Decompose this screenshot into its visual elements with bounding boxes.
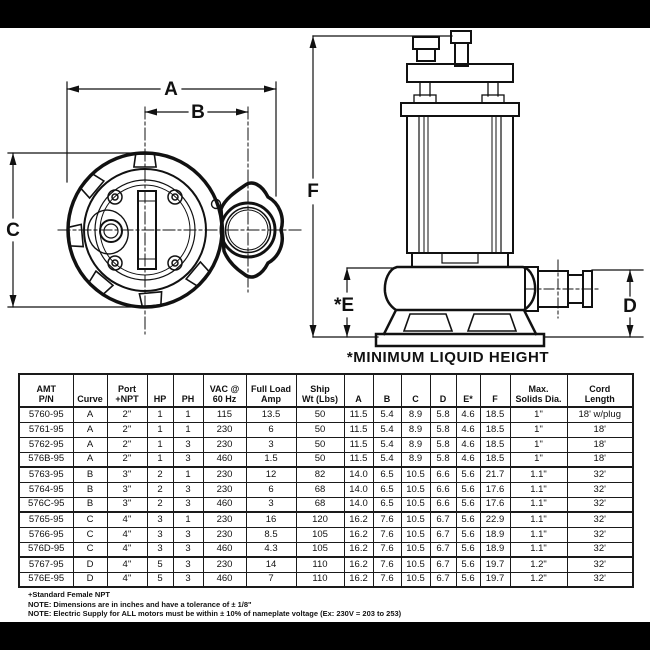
cell: 230 [203, 467, 246, 482]
cell: 7.6 [373, 557, 401, 572]
cell: 50 [296, 422, 344, 437]
cell: 1.1" [510, 467, 567, 482]
bottom-black-bar [0, 622, 650, 650]
cell: 10.5 [401, 572, 430, 587]
col-header-ph [173, 374, 203, 407]
volute-body [385, 267, 535, 310]
cell: 10.5 [401, 557, 430, 572]
cell: 230 [203, 437, 246, 452]
cell: 5.6 [456, 527, 480, 542]
col-header-length [567, 374, 633, 407]
cell: 10.5 [401, 512, 430, 527]
cell: 14.0 [344, 467, 373, 482]
cell: 1.1" [510, 482, 567, 497]
cell: 18.9 [480, 527, 510, 542]
cell: B [73, 467, 107, 482]
cell: 10.5 [401, 542, 430, 557]
cell: 460 [203, 497, 246, 512]
table-row [19, 527, 633, 542]
cell: 5.6 [456, 512, 480, 527]
cell: 14 [246, 557, 296, 572]
motor-housing [401, 103, 519, 267]
cell: 10.5 [401, 527, 430, 542]
cell: 5.6 [456, 557, 480, 572]
cell: 6.6 [430, 482, 456, 497]
cell: 7.6 [373, 527, 401, 542]
cell: 6.7 [430, 542, 456, 557]
cell: 1" [510, 452, 567, 467]
header-line2: F [492, 394, 498, 404]
cell: 3 [173, 527, 203, 542]
cell: 8.9 [401, 407, 430, 422]
cell: 5.6 [456, 467, 480, 482]
header-line2: 60 Hz [212, 394, 237, 404]
table-row [19, 407, 633, 422]
cell: 5.8 [430, 422, 456, 437]
table-row [19, 482, 633, 497]
cell: 6.7 [430, 527, 456, 542]
header-line2: C [412, 394, 419, 404]
cell: 110 [296, 572, 344, 587]
cell: B [73, 497, 107, 512]
cell: 230 [203, 482, 246, 497]
cell: 4'' [107, 512, 147, 527]
cell: 3 [246, 497, 296, 512]
cell: 5761-95 [19, 422, 73, 437]
cell: 3 [173, 437, 203, 452]
cell: 4'' [107, 527, 147, 542]
cell: 5765-95 [19, 512, 73, 527]
header-line1: VAC @ [209, 384, 240, 394]
cell: 1 [173, 407, 203, 422]
cell: 3'' [107, 497, 147, 512]
cell: 11.5 [344, 437, 373, 452]
table-row [19, 437, 633, 452]
cell: 5767-95 [19, 557, 73, 572]
cell: 1" [510, 422, 567, 437]
cell: 16.2 [344, 572, 373, 587]
cell: 2'' [107, 407, 147, 422]
col-header-d [430, 374, 456, 407]
cell: D [73, 557, 107, 572]
table-row [19, 467, 633, 482]
header-line1: Port [118, 384, 136, 394]
cell: 16.2 [344, 527, 373, 542]
cell: 2 [147, 497, 173, 512]
plug-boss [83, 206, 133, 259]
minimum-liquid-height-caption: *MINIMUM LIQUID HEIGHT [346, 349, 550, 366]
cell: 19.7 [480, 557, 510, 572]
col-header-solids-dia- [510, 374, 567, 407]
cell: 5.6 [456, 482, 480, 497]
header-line2: +NPT [115, 394, 139, 404]
cell: A [73, 407, 107, 422]
cell: 5 [147, 572, 173, 587]
header-line1: Full Load [251, 384, 291, 394]
cell: 576D-95 [19, 542, 73, 557]
dim-f-label: F [307, 181, 319, 202]
cell: 460 [203, 452, 246, 467]
cell: 32' [567, 497, 633, 512]
cell: 1.1" [510, 542, 567, 557]
cell: 1.2" [510, 572, 567, 587]
cell: 18' [567, 422, 633, 437]
cell: 6.7 [430, 572, 456, 587]
cell: 21.7 [480, 467, 510, 482]
cell: 5763-95 [19, 467, 73, 482]
cell: 3 [173, 572, 203, 587]
cell: 5760-95 [19, 407, 73, 422]
cell: 3 [173, 497, 203, 512]
cell: 14.0 [344, 482, 373, 497]
handle-bar [407, 64, 513, 103]
header-line2: A [355, 394, 362, 404]
header-line1: Ship [310, 384, 330, 394]
pump-top-view [6, 79, 302, 334]
cell: 5.6 [456, 572, 480, 587]
cell: 11.5 [344, 452, 373, 467]
cell: 5 [147, 557, 173, 572]
cell: 5.4 [373, 452, 401, 467]
cell: 14.0 [344, 497, 373, 512]
cell: 2'' [107, 437, 147, 452]
cell: 1.2" [510, 557, 567, 572]
footnote-tolerance: NOTE: Dimensions are in inches and have a tolerance of ± 1/8" [28, 599, 252, 609]
col-header-p-n [19, 374, 73, 407]
cell: 1 [147, 422, 173, 437]
cell: C [73, 527, 107, 542]
cell: 460 [203, 542, 246, 557]
cell: 32' [567, 467, 633, 482]
cell: 32' [567, 512, 633, 527]
cell: 1" [510, 407, 567, 422]
header-line2: PH [181, 394, 195, 404]
header-line2: Amp [261, 394, 281, 404]
cell: 4'' [107, 572, 147, 587]
cell: 3 [147, 527, 173, 542]
cell: 115 [203, 407, 246, 422]
cell: 11.5 [344, 407, 373, 422]
cell: 10.5 [401, 482, 430, 497]
cell: A [73, 422, 107, 437]
table-row [19, 542, 633, 557]
table-row [19, 422, 633, 437]
dim-e-label: *E [333, 295, 355, 316]
cell: 5766-95 [19, 527, 73, 542]
header-line2: HP [153, 394, 167, 404]
header-line1: Cord [589, 384, 611, 394]
col-header-60-hz [203, 374, 246, 407]
base-stand [376, 310, 544, 346]
cell: 7.6 [373, 512, 401, 527]
cell: 11.5 [344, 422, 373, 437]
cell: 18.9 [480, 542, 510, 557]
cell: 3 [147, 512, 173, 527]
cell: 17.6 [480, 482, 510, 497]
cell: 6.6 [430, 467, 456, 482]
cell: 3 [173, 557, 203, 572]
cell: 3 [246, 437, 296, 452]
cell: 105 [296, 542, 344, 557]
cell: 2'' [107, 452, 147, 467]
cell: 1 [147, 452, 173, 467]
cell: 13.5 [246, 407, 296, 422]
cell: 5.4 [373, 422, 401, 437]
table-row [19, 572, 633, 587]
cell: 18.5 [480, 437, 510, 452]
cell: 4.6 [456, 452, 480, 467]
col-header-f [480, 374, 510, 407]
col-header-e- [456, 374, 480, 407]
cell: 6.5 [373, 467, 401, 482]
col-header--npt [107, 374, 147, 407]
cell: 5764-95 [19, 482, 73, 497]
cell: 6 [246, 422, 296, 437]
cell: D [73, 572, 107, 587]
cell: 6 [246, 482, 296, 497]
cell: 22.9 [480, 512, 510, 527]
header-line2: P/N [38, 394, 54, 404]
cell: 17.6 [480, 497, 510, 512]
cell: 120 [296, 512, 344, 527]
header-line2: Curve [77, 394, 103, 404]
cell: 1" [510, 437, 567, 452]
cell: 19.7 [480, 572, 510, 587]
cell: 6.5 [373, 497, 401, 512]
header-line2: Solids Dia. [515, 394, 562, 404]
spec-table [18, 373, 634, 588]
cell: 6.7 [430, 512, 456, 527]
col-header-curve [73, 374, 107, 407]
cell: 4'' [107, 557, 147, 572]
cell: 32' [567, 482, 633, 497]
header-line2: B [383, 394, 391, 404]
col-header-a [344, 374, 373, 407]
cell: 18.5 [480, 407, 510, 422]
col-header-c [401, 374, 430, 407]
cell: 1.1" [510, 512, 567, 527]
cell: 7.6 [373, 572, 401, 587]
cell: 12 [246, 467, 296, 482]
cell: 5.4 [373, 437, 401, 452]
cell: 18.5 [480, 422, 510, 437]
cell: 230 [203, 422, 246, 437]
cell: A [73, 437, 107, 452]
header-line2: E* [463, 394, 473, 404]
cell: 2'' [107, 422, 147, 437]
cell: 230 [203, 557, 246, 572]
cell: 576E-95 [19, 572, 73, 587]
cell: 7 [246, 572, 296, 587]
header-line2: Length [584, 394, 615, 404]
cell: 5762-95 [19, 437, 73, 452]
cell: 50 [296, 407, 344, 422]
pump-side-view [307, 31, 643, 366]
cell: A [73, 452, 107, 467]
header-line1: Max. [528, 384, 549, 394]
cell: 230 [203, 512, 246, 527]
cell: 6.5 [373, 482, 401, 497]
dim-d-label: D [623, 296, 637, 317]
cell: 460 [203, 572, 246, 587]
cell: 5.8 [430, 407, 456, 422]
cell: 1.1" [510, 527, 567, 542]
cell: 10.5 [401, 497, 430, 512]
cell: 68 [296, 482, 344, 497]
cell: 4.3 [246, 542, 296, 557]
cell: 68 [296, 497, 344, 512]
header-row [19, 374, 633, 407]
cell: 3'' [107, 482, 147, 497]
col-header-hp [147, 374, 173, 407]
dim-a-label: A [164, 79, 178, 100]
cell: 576B-95 [19, 452, 73, 467]
cell: 3'' [107, 467, 147, 482]
cell: 4.6 [456, 407, 480, 422]
cell: 82 [296, 467, 344, 482]
cell: B [73, 482, 107, 497]
cell: 3 [147, 542, 173, 557]
cell: 2 [147, 482, 173, 497]
cell: 18' [567, 437, 633, 452]
cell: 3 [173, 452, 203, 467]
footnotes [28, 590, 401, 619]
cell: 50 [296, 452, 344, 467]
cell: 16.2 [344, 542, 373, 557]
cell: 8.9 [401, 437, 430, 452]
cell: 8.9 [401, 452, 430, 467]
table-row [19, 512, 633, 527]
cell: C [73, 542, 107, 557]
cell: 1 [173, 422, 203, 437]
cell: 50 [296, 437, 344, 452]
cell: 4.6 [456, 437, 480, 452]
cell: 2 [147, 467, 173, 482]
cell: C [73, 512, 107, 527]
cell: 105 [296, 527, 344, 542]
table-row [19, 497, 633, 512]
footnote-voltage: NOTE: Electric Supply for ALL motors must be within ± 10% of nameplate voltage (Ex: 230V = 203 to 253) [28, 609, 402, 618]
cell: 16 [246, 512, 296, 527]
footnote-standard-npt: +Standard Female NPT [28, 590, 110, 599]
cell: 18.5 [480, 452, 510, 467]
cell: 6.6 [430, 497, 456, 512]
cell: 110 [296, 557, 344, 572]
col-header-amp [246, 374, 296, 407]
cell: 1 [173, 512, 203, 527]
cell: 5.6 [456, 497, 480, 512]
cell: 230 [203, 527, 246, 542]
cell: 16.2 [344, 512, 373, 527]
cell: 5.8 [430, 452, 456, 467]
cell: 8.5 [246, 527, 296, 542]
table-row [19, 557, 633, 572]
header-line2: D [439, 394, 447, 404]
cell: 1 [147, 437, 173, 452]
cell: 5.4 [373, 407, 401, 422]
cell: 3 [173, 482, 203, 497]
table-row [19, 452, 633, 467]
cell: 18' [567, 452, 633, 467]
dim-c-label: C [6, 220, 20, 241]
cell: 8.9 [401, 422, 430, 437]
cell: 10.5 [401, 467, 430, 482]
cell: 32' [567, 527, 633, 542]
col-header-b [373, 374, 401, 407]
header-line1: AMT [36, 384, 56, 394]
cell: 1.1" [510, 497, 567, 512]
cell: 32' [567, 542, 633, 557]
top-black-bar [0, 0, 650, 28]
cell: 4.6 [456, 422, 480, 437]
cell: 32' [567, 557, 633, 572]
cell: 1.5 [246, 452, 296, 467]
cell: 3 [173, 542, 203, 557]
cell: 1 [173, 467, 203, 482]
header-line2: Wt (Lbs) [302, 394, 338, 404]
cell: 16.2 [344, 557, 373, 572]
cell: 5.8 [430, 437, 456, 452]
cell: 6.7 [430, 557, 456, 572]
cell: 1 [147, 407, 173, 422]
cell: 18' w/plug [567, 407, 633, 422]
col-header-wt-lbs- [296, 374, 344, 407]
cell: 32' [567, 572, 633, 587]
cell: 4'' [107, 542, 147, 557]
cell: 5.6 [456, 542, 480, 557]
dim-b-label: B [191, 102, 205, 123]
cell: 576C-95 [19, 497, 73, 512]
cell: 7.6 [373, 542, 401, 557]
